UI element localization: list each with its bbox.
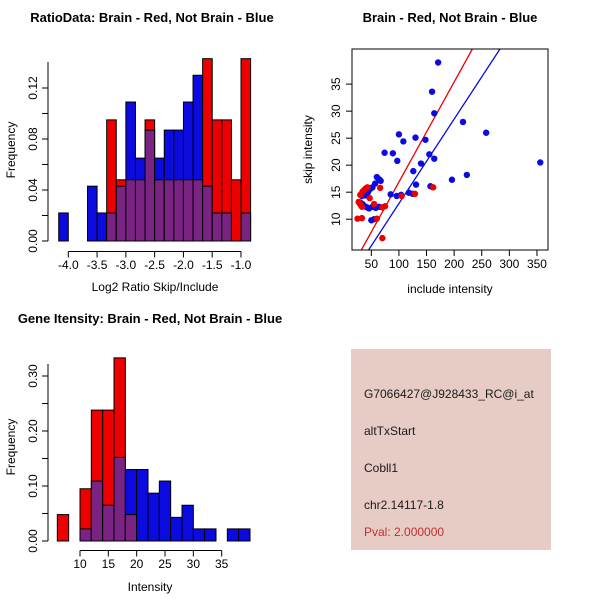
scatter-x-tick-label: 200	[444, 257, 465, 271]
scatter-x-tick-label: 350	[526, 257, 547, 271]
scatter-x-tick-label: 300	[499, 257, 520, 271]
ratio_hist-y-tick-label: 0.12	[26, 76, 40, 100]
scatter-y-tick-label: 10	[329, 212, 343, 226]
ratio_hist-bar-overlap	[107, 213, 117, 241]
scatter-point-blue	[449, 177, 455, 183]
scatter-y-tick-label: 20	[329, 158, 343, 172]
ratio_hist-bar-overlap	[222, 213, 232, 241]
gene_hist-x-tick-label: 15	[101, 557, 116, 571]
scatter-point-blue	[390, 150, 396, 156]
gene_hist-bar	[193, 529, 204, 541]
scatter-point-red	[374, 215, 380, 221]
ratio_hist-x-tick-label: -2.0	[173, 258, 194, 272]
gene_hist-bar	[159, 481, 170, 541]
gene_hist-y-axis-title: Frequency	[4, 418, 18, 476]
scatter-point-red	[379, 235, 385, 241]
ratio_hist-y-tick-label: 0.00	[26, 229, 40, 253]
scatter-y-axis-title: skip intensity	[301, 115, 315, 184]
ratio_hist-x-tick-label: -1.0	[230, 258, 252, 272]
gene_hist-x-tick-label: 10	[73, 557, 87, 571]
scatter-y-tick-label: 35	[329, 77, 343, 91]
gene_hist-x-axis-title: Intensity	[127, 580, 173, 594]
gene_hist-bar-overlap	[103, 505, 114, 541]
ratio_hist-bar-overlap	[174, 180, 184, 241]
scatter-point-red	[377, 185, 383, 191]
scatter-y-tick-label: 25	[329, 131, 343, 145]
scatter-x-axis-title: include intensity	[407, 282, 493, 296]
info-panel	[351, 349, 551, 550]
scatter-x-tick-label: 50	[364, 257, 379, 271]
gene_hist-bar	[137, 470, 148, 542]
gene_hist-x-tick-label: 35	[214, 557, 229, 571]
scatter-point-blue	[410, 168, 416, 174]
scatter-frame	[352, 49, 548, 250]
ratio_hist-x-tick-label: -4.0	[57, 258, 79, 272]
scatter-point-red	[359, 215, 365, 221]
ratio_hist-x-tick-label: -3.5	[86, 258, 108, 272]
scatter-point-red	[371, 201, 377, 207]
ratio_hist-bar	[59, 213, 69, 241]
scatter-point-blue	[483, 130, 489, 136]
scatter-point-red	[382, 203, 388, 209]
scatter-point-red	[430, 184, 436, 190]
gene_hist-y-tick-label: 0.20	[26, 419, 40, 443]
scatter-point-blue	[429, 88, 435, 94]
scatter-point-blue	[368, 217, 374, 223]
gene_hist-bar-overlap	[80, 529, 91, 541]
ratio_hist-bar-overlap	[203, 186, 213, 241]
scatter-point-red	[366, 195, 372, 201]
ratio_hist-x-tick-label: -2.5	[144, 258, 165, 272]
scatter-point-red	[398, 193, 404, 199]
ratio_hist-bar-overlap	[212, 213, 222, 241]
ratio_hist-bar	[97, 213, 107, 241]
ratio_hist-y-tick-label: 0.04	[26, 178, 40, 202]
scatter-point-blue	[413, 181, 419, 187]
scatter-point-blue	[396, 131, 402, 137]
scatter-point-blue	[431, 155, 437, 161]
ratio_hist-x-axis-title: Log2 Ratio Skip/Include	[91, 280, 219, 294]
gene_hist-bar	[171, 517, 182, 541]
ratio_hist-bar-overlap	[155, 180, 165, 241]
gene_hist-x-tick-label: 25	[158, 557, 172, 571]
scatter-x-tick-label: 150	[416, 257, 437, 271]
probe-id-text: G7066427@J928433_RC@i_at	[364, 387, 534, 401]
gene_hist-bar-overlap	[91, 481, 102, 541]
ratio_hist-y-tick-label: 0.08	[26, 127, 40, 151]
ratio_hist-bar-overlap	[164, 180, 174, 241]
scatter-x-tick-label: 250	[471, 257, 492, 271]
scatter-point-blue	[387, 191, 393, 197]
scatter-point-red	[364, 184, 370, 190]
ratio_hist-bar-overlap	[183, 180, 193, 241]
ratio_hist-bar	[87, 186, 97, 241]
gene_hist-bar	[239, 529, 250, 541]
scatter-point-blue	[412, 134, 418, 140]
ratio_hist-bar-overlap	[126, 180, 136, 241]
scatter-point-blue	[537, 159, 543, 165]
gene_hist-bar	[57, 515, 68, 541]
scatter-point-blue	[394, 158, 400, 164]
ratio_hist-bar-overlap	[241, 213, 251, 241]
ratio_hist-bar-overlap	[145, 130, 155, 241]
ratio_hist-bar-overlap	[116, 186, 126, 241]
gene_hist-y-tick-label: 0.10	[26, 474, 40, 498]
ratio_hist-y-axis-title: Frequency	[4, 121, 18, 179]
gene_hist-bar-overlap	[114, 457, 125, 541]
gene_hist-bar	[205, 529, 216, 541]
gene_hist-y-tick-label: 0.00	[26, 529, 40, 553]
scatter-title: Brain - Red, Not Brain - Blue	[362, 10, 538, 25]
event-type-text: altTxStart	[364, 424, 416, 438]
scatter-point-blue	[400, 138, 406, 144]
gene_hist-bar-overlap	[125, 515, 136, 541]
pval-text: Pval: 2.000000	[364, 525, 445, 539]
ratio_hist-bar-overlap	[135, 180, 145, 241]
gene_hist-y-tick-label: 0.30	[26, 364, 40, 388]
location-text: chr2.14117-1.8	[364, 498, 444, 512]
scatter-point-red	[359, 204, 365, 210]
scatter-y-tick-label: 15	[329, 185, 343, 199]
scatter-point-blue	[418, 160, 424, 166]
gene_hist-bar	[148, 493, 159, 541]
ratio_hist-x-tick-label: -1.5	[201, 258, 223, 272]
ratio_hist-x-tick-label: -3.0	[115, 258, 137, 272]
scatter-point-blue	[422, 137, 428, 143]
gene-symbol-text: Cobll1	[364, 461, 399, 475]
scatter-point-blue	[378, 178, 384, 184]
scatter-point-blue	[426, 151, 432, 157]
gene_hist-x-tick-label: 20	[129, 557, 144, 571]
scatter-y-tick-label: 30	[329, 104, 343, 118]
scatter-point-blue	[435, 59, 441, 65]
gene_hist-x-tick-label: 30	[186, 557, 201, 571]
not-brain-fit-line	[369, 49, 500, 250]
gene_hist-bar	[182, 505, 193, 541]
scatter-point-blue	[381, 150, 387, 156]
scatter-point-blue	[460, 119, 466, 125]
scatter-point-red	[412, 191, 418, 197]
gene_hist-title: Gene Itensity: Brain - Red, Not Brain - Blue	[17, 311, 283, 326]
gene_hist-bar	[227, 529, 238, 541]
ratio_hist-bar	[231, 180, 241, 241]
scatter-point-blue	[431, 110, 437, 116]
ratio_hist-title: RatioData: Brain - Red, Not Brain - Blue	[30, 10, 274, 25]
ratio_hist-bar-overlap	[193, 180, 203, 241]
scatter-x-tick-label: 100	[388, 257, 409, 271]
scatter-point-blue	[464, 172, 470, 178]
